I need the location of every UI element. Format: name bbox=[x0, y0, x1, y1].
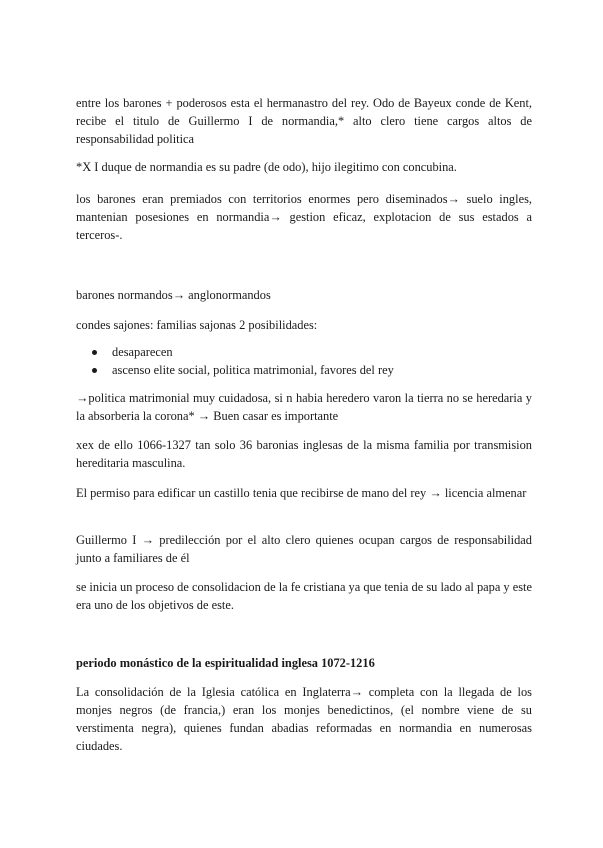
paragraph-barones-poderosos: entre los barones + poderosos esta el hermanastro del rey. Odo de Bayeux conde de Kent, recibe el titulo de Guillermo I de normandia,* alto clero tiene cargos altos de responsabilidad politica bbox=[76, 96, 532, 146]
paragraph-guillermo-clero: Guillermo I → predilección por el alto clero quienes ocupan cargos de responsabilidad junto a familiares de él bbox=[76, 533, 532, 565]
section-heading: periodo monástico de la espiritualidad inglesa 1072-1216 bbox=[76, 656, 375, 670]
bullet-list bbox=[90, 343, 530, 379]
paragraph-consolidacion-fe: se inicia un proceso de consolidacion de la fe cristiana ya que tenia de su lado al papa y este era uno de los objetivos de este. bbox=[76, 580, 532, 612]
list-item-text: ascenso elite social, politica matrimonial, favores del rey bbox=[112, 363, 394, 377]
paragraph-barones-normandos: barones normandos→ anglonormandos bbox=[76, 288, 271, 302]
list-item bbox=[90, 361, 530, 379]
paragraph-politica-matrimonial: →politica matrimonial muy cuidadosa, si n habia heredero varon la tierra no se heredaria y la absorberia la corona* → Buen casar es importante bbox=[76, 391, 532, 423]
paragraph-permiso-castillo: El permiso para edificar un castillo tenia que recibirse de mano del rey → licencia almenar bbox=[76, 486, 527, 500]
list-item bbox=[90, 343, 530, 361]
list-item-text: desaparecen bbox=[112, 345, 173, 359]
paragraph-iglesia-catolica: La consolidación de la Iglesia católica en Inglaterra→ completa con la llegada de los monjes negros (de francia,) eran los monjes benedictinos, (el nombre viene de su verstimenta negra), quienes fundan abadias reformadas en normandia en numerosas ciudades. bbox=[76, 685, 532, 753]
paragraph-baronias-inglesas: xex de ello 1066-1327 tan solo 36 baronias inglesas de la misma familia por transmision hereditaria masculina. bbox=[76, 438, 532, 470]
paragraph-duque-normandia: *X I duque de normandia es su padre (de odo), hijo ilegitimo con concubina. bbox=[76, 160, 457, 174]
bullet-icon bbox=[92, 368, 97, 373]
paragraph-barones-premiados: los barones eran premiados con territorios enormes pero diseminados→ suelo ingles, mantenian posesiones en normandia→ gestion eficaz, explotacion de sus estados a terceros-. bbox=[76, 192, 532, 242]
bullet-icon bbox=[92, 350, 97, 355]
paragraph-condes-sajones: condes sajones: familias sajonas 2 posibilidades: bbox=[76, 318, 318, 332]
